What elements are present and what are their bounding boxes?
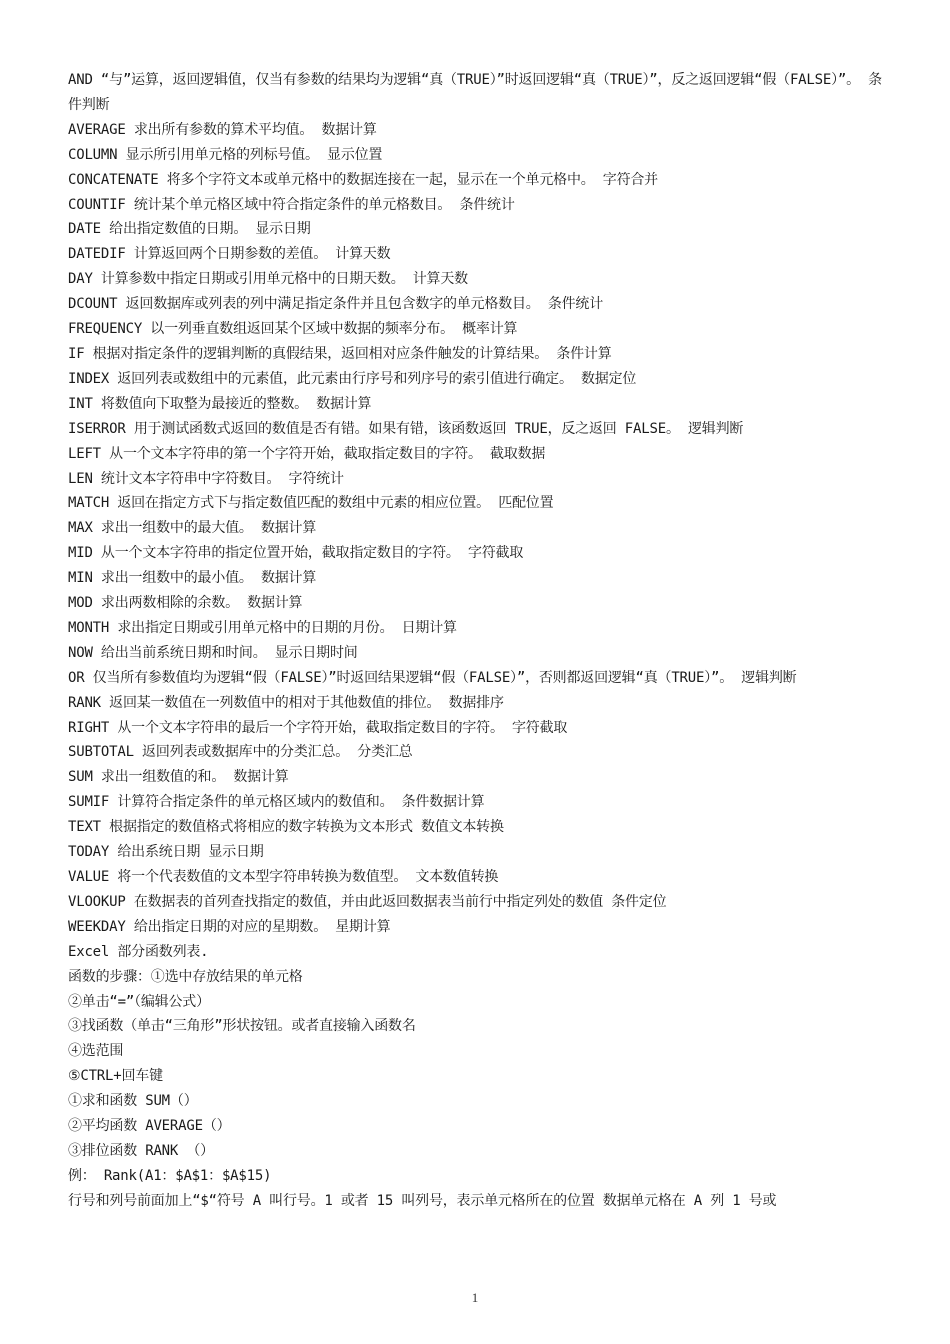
text-line: FREQUENCY 以一列垂直数组返回某个区域中数据的频率分布。 概率计算 <box>68 321 518 338</box>
text-line: MAX 求出一组数中的最大值。 数据计算 <box>68 520 317 537</box>
text-line: 例： Rank(A1：$A$1：$A$15) <box>68 1167 272 1184</box>
text-line: SUM 求出一组数值的和。 数据计算 <box>68 769 289 786</box>
text-line: INT 将数值向下取整为最接近的整数。 数据计算 <box>68 395 372 412</box>
text-line: ⑤CTRL+回车键 <box>68 1068 163 1085</box>
text-line: OR 仅当所有参数值均为逻辑“假（FALSE）”时返回结果逻辑“假（FALSE）”，否则都返回逻辑“真（TRUE）”。 逻辑判断 <box>68 669 797 686</box>
text-line: RANK 返回某一数值在一列数值中的相对于其他数值的排位。 数据排序 <box>68 694 504 711</box>
text-line: DATE 给出指定数值的日期。 显示日期 <box>68 221 311 238</box>
text-line: AND “与”运算，返回逻辑值，仅当有参数的结果均为逻辑“真（TRUE）”时返回逻辑“真（TRUE）”，反之返回逻辑“假（FALSE）”。 条件判断 <box>68 72 882 113</box>
text-line: IF 根据对指定条件的逻辑判断的真假结果，返回相对应条件触发的计算结果。 条件计算 <box>68 345 612 362</box>
text-line: ②平均函数 AVERAGE（） <box>68 1118 231 1135</box>
page-number: 1 <box>471 1290 479 1305</box>
text-line: DATEDIF 计算返回两个日期参数的差值。 计算天数 <box>68 246 391 263</box>
text-line: Excel 部分函数列表. <box>68 943 209 960</box>
text-line: ②单击“=”（编辑公式） <box>68 993 210 1010</box>
text-line: MOD 求出两数相除的余数。 数据计算 <box>68 595 303 612</box>
text-line: ④选范围 <box>68 1043 124 1060</box>
text-line: MONTH 求出指定日期或引用单元格中的日期的月份。 日期计算 <box>68 619 457 636</box>
text-line: VLOOKUP 在数据表的首列查找指定的数值，并由此返回数据表当前行中指定列处的数值 条件定位 <box>68 893 667 910</box>
document-body <box>68 68 888 1214</box>
text-line: COUNTIF 统计某个单元格区域中符合指定条件的单元格数目。 条件统计 <box>68 196 515 213</box>
text-line: WEEKDAY 给出指定日期的对应的星期数。 星期计算 <box>68 918 391 935</box>
text-line: COLUMN 显示所引用单元格的列标号值。 显示位置 <box>68 146 383 163</box>
text-line: MATCH 返回在指定方式下与指定数值匹配的数组中元素的相应位置。 匹配位置 <box>68 495 554 512</box>
text-line: 行号和列号前面加上“$“符号 A 叫行号。1 或者 15 叫列号，表示单元格所在的位置 数据单元格在 A 列 1 号或 <box>68 1192 777 1209</box>
text-line: ISERROR 用于测试函数式返回的数值是否有错。如果有错，该函数返回 TRUE，反之返回 FALSE。 逻辑判断 <box>68 420 744 437</box>
text-line: MIN 求出一组数中的最小值。 数据计算 <box>68 570 317 587</box>
text-line: RIGHT 从一个文本字符串的最后一个字符开始，截取指定数目的字符。 字符截取 <box>68 719 568 736</box>
text-line: DAY 计算参数中指定日期或引用单元格中的日期天数。 计算天数 <box>68 271 468 288</box>
text-line: TODAY 给出系统日期 显示日期 <box>68 844 264 861</box>
text-line: ③排位函数 RANK （） <box>68 1142 214 1159</box>
text-line: CONCATENATE 将多个字符文本或单元格中的数据连接在一起，显示在一个单元格中。 字符合并 <box>68 171 658 188</box>
text-line: 函数的步骤：①选中存放结果的单元格 <box>68 968 303 985</box>
text-line: ①求和函数 SUM（） <box>68 1093 198 1110</box>
text-line: LEFT 从一个文本字符串的第一个字符开始，截取指定数目的字符。 截取数据 <box>68 445 546 462</box>
text-line: LEN 统计文本字符串中字符数目。 字符统计 <box>68 470 344 487</box>
text-line: SUBTOTAL 返回列表或数据库中的分类汇总。 分类汇总 <box>68 744 413 761</box>
text-line: TEXT 根据指定的数值格式将相应的数字转换为文本形式 数值文本转换 <box>68 819 504 836</box>
text-line: AVERAGE 求出所有参数的算术平均值。 数据计算 <box>68 121 377 138</box>
text-line: SUMIF 计算符合指定条件的单元格区域内的数值和。 条件数据计算 <box>68 794 485 811</box>
text-line: MID 从一个文本字符串的指定位置开始，截取指定数目的字符。 字符截取 <box>68 545 524 562</box>
text-line: DCOUNT 返回数据库或列表的列中满足指定条件并且包含数字的单元格数目。 条件统计 <box>68 296 604 313</box>
text-line: ③找函数（单击“三角形”形状按钮。或者直接输入函数名 <box>68 1018 416 1035</box>
text-line: INDEX 返回列表或数组中的元素值，此元素由行序号和列序号的索引值进行确定。 数据定位 <box>68 370 637 387</box>
text-line: VALUE 将一个代表数值的文本型字符串转换为数值型。 文本数值转换 <box>68 869 499 885</box>
text-line: NOW 给出当前系统日期和时间。 显示日期时间 <box>68 644 358 661</box>
